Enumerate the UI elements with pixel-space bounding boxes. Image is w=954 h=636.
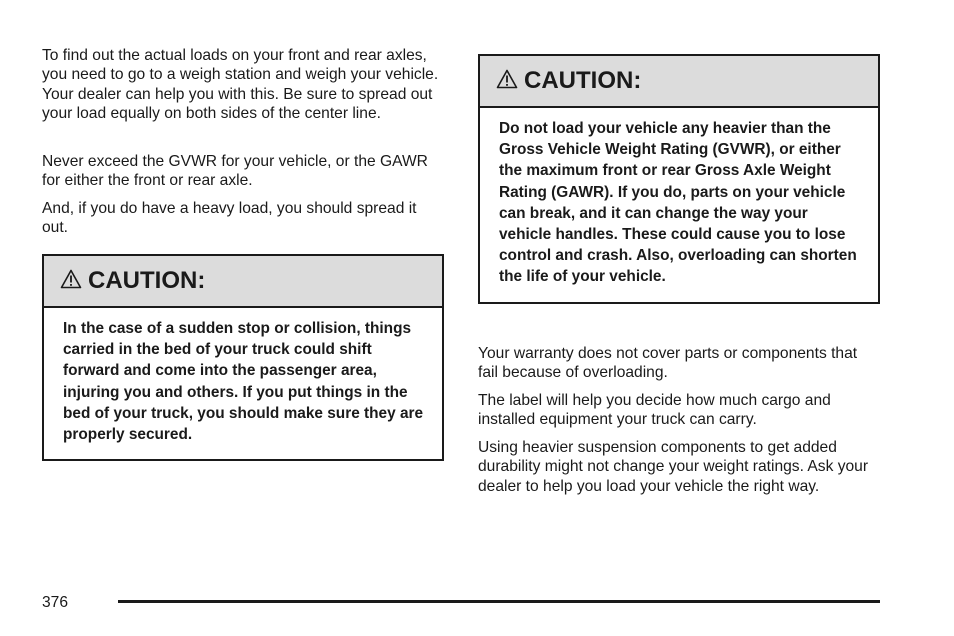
caution-header xyxy=(44,256,442,308)
paragraph-gvwr-limit: Never exceed the GVWR for your vehicle, or the GAWR for either the front or rear axle. xyxy=(42,153,428,190)
footer-rule xyxy=(118,600,880,603)
caution-title: CAUTION: xyxy=(524,67,642,94)
paragraph-heavy-load: And, if you do have a heavy load, you should spread it out. xyxy=(42,200,417,237)
caution-box-overloading xyxy=(478,54,880,304)
caution-text: In the case of a sudden stop or collision, things carried in the bed of your truck could shift forward and come into the passenger area, injuring you and others. If you put things in the bed of your truck, you should make sure they are properly secured. xyxy=(63,320,424,444)
page-number: 376 xyxy=(42,594,69,611)
paragraph-weigh-station: To find out the actual loads on your front and rear axles, you need to go to a weigh station and weigh your vehicle. Your dealer can help you with this. Be sure to spread out your load equally on both sides of the center line. xyxy=(42,47,439,122)
warning-triangle-icon xyxy=(496,69,518,89)
paragraph-warranty: Your warranty does not cover parts or components that fail because of overloading. xyxy=(478,345,858,382)
caution-text: Do not load your vehicle any heavier than the Gross Vehicle Weight Rating (GVWR), or either the maximum front or rear Gross Axle Weight Rating (GAWR). If you do, parts on your vehicle can break, and it can change the way your vehicle handles. These could cause you to lose control and crash. Also, overloading can shorten the life of your vehicle. xyxy=(499,120,857,286)
paragraph-suspension: Using heavier suspension components to get added durability might not change your weight ratings. Ask your dealer to help you load your vehicle the right way. xyxy=(478,439,869,495)
caution-header xyxy=(480,56,878,108)
paragraph-label: The label will help you decide how much cargo and installed equipment your truck can carry. xyxy=(478,392,831,429)
caution-box-truck-bed xyxy=(42,254,444,461)
caution-title: CAUTION: xyxy=(88,267,206,294)
warning-triangle-icon xyxy=(60,269,82,289)
